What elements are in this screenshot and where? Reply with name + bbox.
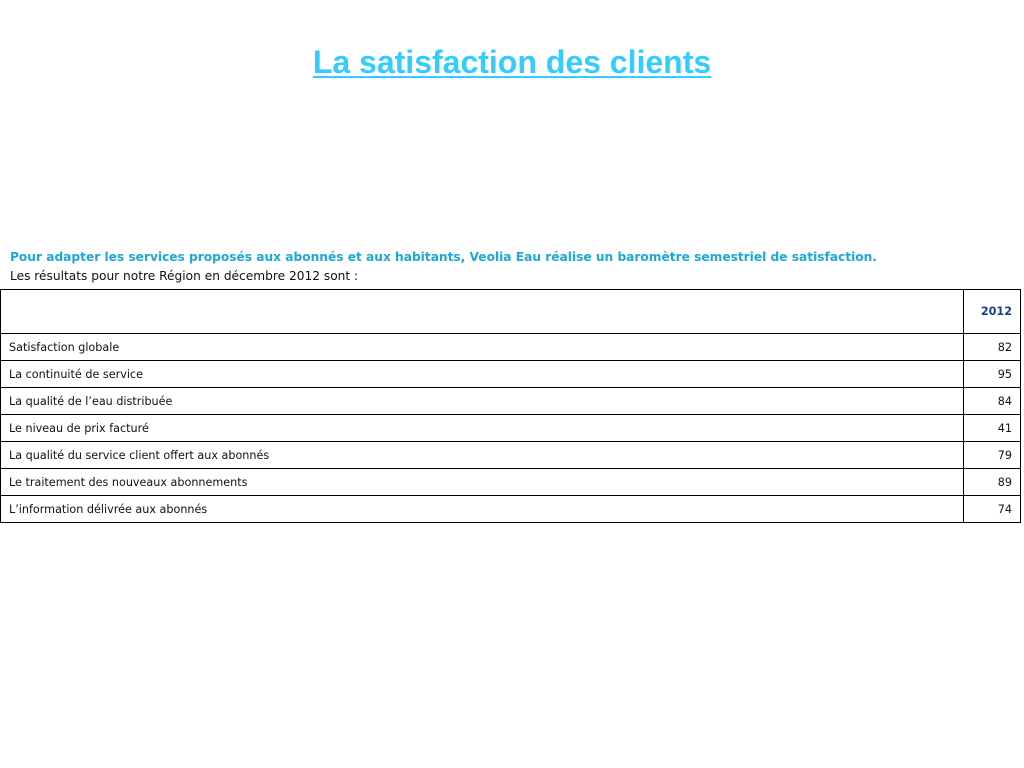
table-row <box>1 388 1021 415</box>
row-label: La qualité du service client offert aux abonnés <box>1 442 964 469</box>
header-label-cell <box>1 290 964 334</box>
row-label: La qualité de l’eau distribuée <box>1 388 964 415</box>
table-row <box>1 496 1021 523</box>
table-row <box>1 442 1021 469</box>
intro-highlight: Pour adapter les services proposés aux abonnés et aux habitants, Veolia Eau réalise un baromètre semestriel de satisfaction. <box>10 250 877 264</box>
table-row <box>1 361 1021 388</box>
page-title: La satisfaction des clients <box>312 44 712 80</box>
row-value: 89 <box>964 469 1021 496</box>
row-label: Le niveau de prix facturé <box>1 415 964 442</box>
row-value: 74 <box>964 496 1021 523</box>
intro-text <box>10 248 877 286</box>
row-value: 41 <box>964 415 1021 442</box>
row-label: Le traitement des nouveaux abonnements <box>1 469 964 496</box>
row-value: 79 <box>964 442 1021 469</box>
row-value: 84 <box>964 388 1021 415</box>
row-label: La continuité de service <box>1 361 964 388</box>
results-table <box>0 289 1021 523</box>
table-row <box>1 415 1021 442</box>
header-year-cell: 2012 <box>964 290 1021 334</box>
table-header-row <box>1 290 1021 334</box>
row-label: Satisfaction globale <box>1 334 964 361</box>
row-label: L’information délivrée aux abonnés <box>1 496 964 523</box>
table-row <box>1 334 1021 361</box>
intro-results-line: Les résultats pour notre Région en décembre 2012 sont : <box>10 269 359 283</box>
table-row <box>1 469 1021 496</box>
row-value: 95 <box>964 361 1021 388</box>
row-value: 82 <box>964 334 1021 361</box>
